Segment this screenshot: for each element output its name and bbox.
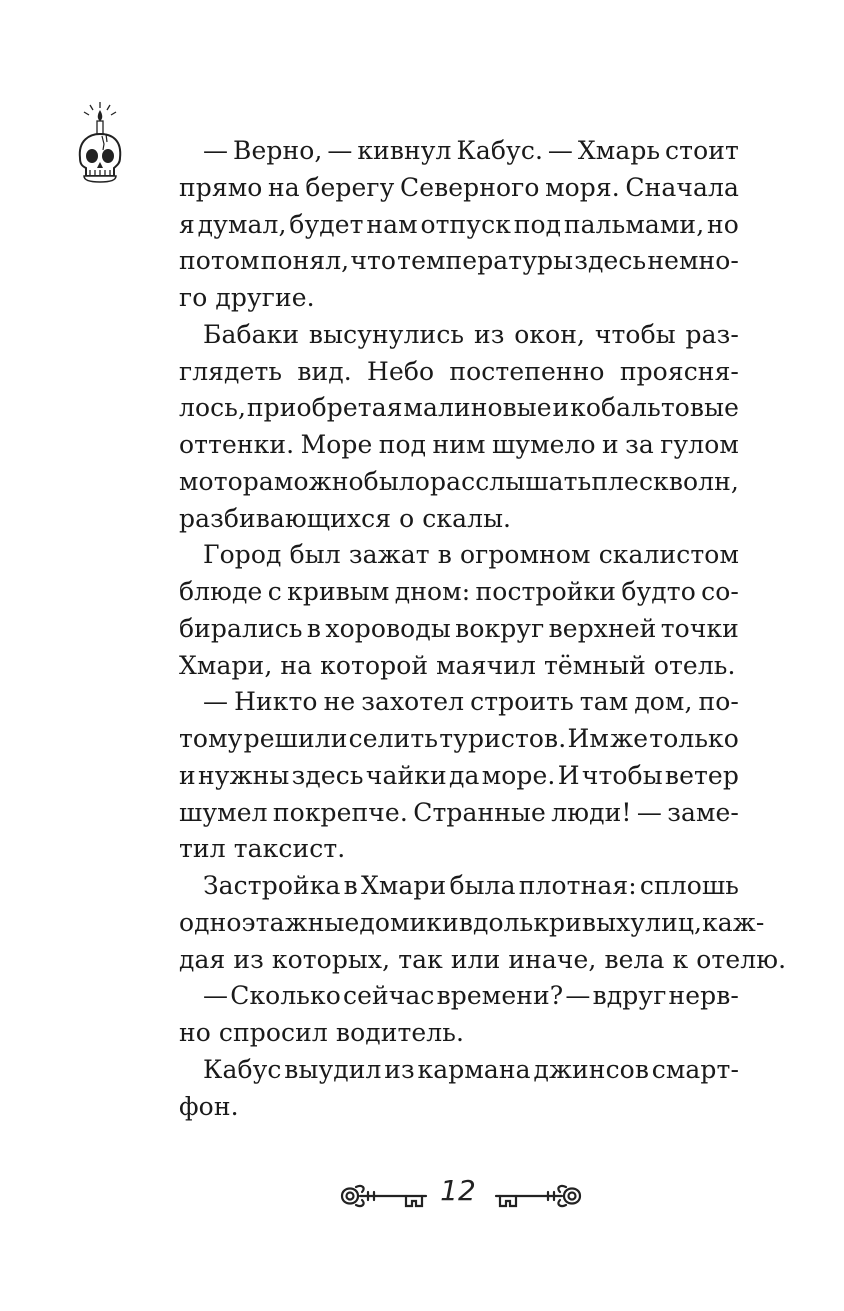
body-text (179, 133, 787, 1125)
text-line: я думал, будет нам отпуск под пальмами, но (179, 209, 739, 239)
text-line: — Сколько сейчас времени? — вдруг нерв- (203, 981, 739, 1011)
skull-candle-icon (70, 100, 130, 190)
page-footer (0, 1170, 844, 1220)
text-line: но спросил водитель. (179, 1018, 465, 1047)
text-line: оттенки. Море под ним шумело и за гулом (179, 430, 739, 459)
text-line: бирались в хороводы вокруг верхней точки (179, 613, 739, 643)
text-line: тому решили селить туристов. Им же только (179, 724, 739, 753)
text-line: мотора можно было расслышать плеск волн, (179, 466, 739, 496)
text-line: Город был зажат в огромном скалистом (203, 540, 739, 570)
text-line: — Верно, — кивнул Кабус. — Хмарь стоит (203, 136, 739, 165)
text-line: потом понял, что температуры здесь немно- (179, 246, 739, 276)
text-line: лось, приобретая малиновые и кобальтовые (179, 393, 739, 423)
text-line: — Никто не захотел строить там дом, по- (203, 687, 739, 717)
text-line: одноэтажные домики вдоль кривых улиц, каж- (179, 907, 765, 937)
text-line: тил таксист. (179, 834, 346, 864)
key-right-icon (494, 1178, 584, 1214)
text-line: Бабаки высунулись из окон, чтобы раз- (203, 319, 739, 349)
text-line: дая из которых, так или иначе, вела к отелю. (179, 944, 787, 974)
key-left-icon (338, 1178, 428, 1214)
text-line: разбивающихся о скалы. (179, 503, 512, 533)
page-number: 12 (440, 1174, 476, 1207)
text-line: Застройка в Хмари была плотная: сплошь (203, 871, 739, 900)
text-line: блюде с кривым дном: постройки будто со- (179, 577, 739, 606)
text-line: фон. (179, 1091, 239, 1121)
text-line: и нужны здесь чайки да море. И чтобы ветер (179, 760, 739, 790)
text-line: прямо на берегу Северного моря. Сначала (179, 172, 739, 202)
text-line: глядеть вид. Небо постепенно проясня- (179, 356, 739, 386)
text-line: го другие. (179, 283, 315, 312)
text-line: шумел покрепче. Странные люди! — заме- (179, 797, 739, 827)
text-line: Хмари, на которой маячил тёмный отель. (179, 650, 736, 680)
text-line: Кабус выудил из кармана джинсов смарт- (203, 1054, 739, 1084)
